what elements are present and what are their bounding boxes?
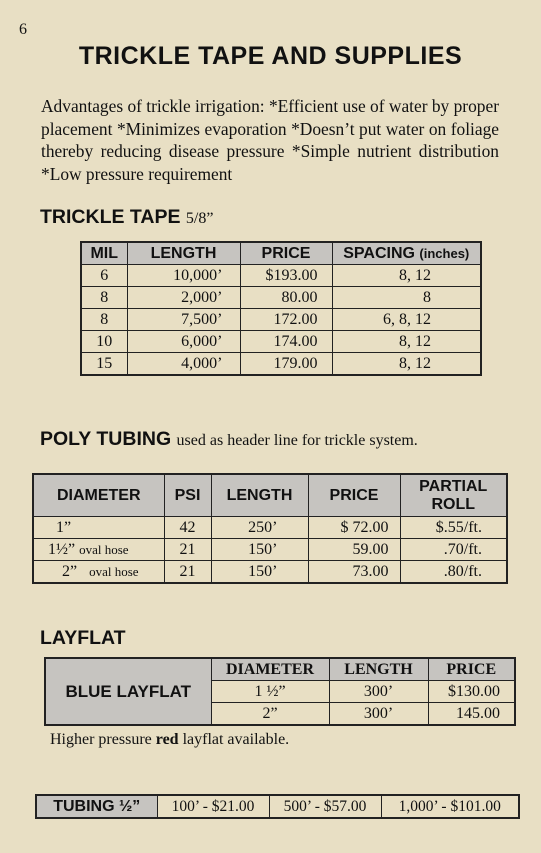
col-partial-roll xyxy=(400,474,507,517)
col-spacing-label: SPACING xyxy=(343,244,415,262)
layflat-note-end: layflat available. xyxy=(178,731,290,748)
poly-tubing-table xyxy=(32,473,508,584)
table-row xyxy=(33,539,507,561)
tubing-option: 1,000’ - $101.00 xyxy=(381,795,519,818)
col-diameter: DIAMETER xyxy=(33,474,164,517)
cell-mil: 8 xyxy=(81,309,127,331)
cell-length: 10,000’ xyxy=(127,265,240,287)
trickle-tape-heading-text: TRICKLE TAPE xyxy=(40,206,181,228)
cell-length: 150’ xyxy=(211,561,308,584)
cell-diameter xyxy=(33,539,164,561)
cell-mil: 6 xyxy=(81,265,127,287)
table-row xyxy=(36,795,519,818)
cell-length: 7,500’ xyxy=(127,309,240,331)
cell-price: 59.00 xyxy=(308,539,400,561)
table-row xyxy=(81,353,481,376)
page-number: 6 xyxy=(19,21,27,38)
table-header-row xyxy=(33,474,507,517)
cell-spacing: 8, 12 xyxy=(332,265,481,287)
intro-paragraph: Advantages of trickle irrigation: *Efficient use of water by proper placement *Minimizes evaporation *Doesn’t put water on foliage thereby reducing disease pressure *Simple nutrient distribution *Low pressure requirement xyxy=(41,96,499,184)
diameter-value: 2” xyxy=(62,562,78,580)
cell-length: 300’ xyxy=(329,703,428,726)
table-row xyxy=(81,331,481,353)
diameter-note: oval hose xyxy=(89,563,139,579)
col-length: LENGTH xyxy=(329,658,428,681)
cell-spacing: 6, 8, 12 xyxy=(332,309,481,331)
blue-layflat-label: BLUE LAYFLAT xyxy=(45,658,211,725)
col-psi: PSI xyxy=(164,474,211,517)
cell-diameter xyxy=(33,561,164,584)
col-partial-line1: PARTIAL xyxy=(419,477,488,495)
diameter-value: 1½” xyxy=(48,540,76,558)
cell-mil: 10 xyxy=(81,331,127,353)
cell-spacing: 8, 12 xyxy=(332,331,481,353)
tubing-label: TUBING ½” xyxy=(36,795,157,818)
cell-spacing: 8, 12 xyxy=(332,353,481,376)
col-price: PRICE xyxy=(240,242,332,265)
tubing-table xyxy=(35,794,520,819)
trickle-tape-heading xyxy=(40,206,213,229)
col-partial-line2: ROLL xyxy=(431,495,476,513)
table-row xyxy=(81,287,481,309)
cell-price: 73.00 xyxy=(308,561,400,584)
layflat-note-red: red xyxy=(155,731,179,748)
cell-length: 250’ xyxy=(211,517,308,539)
col-price: PRICE xyxy=(308,474,400,517)
diameter-value: 1” xyxy=(56,518,72,536)
poly-tubing-note: used as header line for trickle system. xyxy=(176,432,418,449)
cell-psi: 21 xyxy=(164,539,211,561)
layflat-heading: LAYFLAT xyxy=(40,627,126,649)
layflat-note-start: Higher pressure xyxy=(50,731,156,748)
cell-partial: .70/ft. xyxy=(400,539,507,561)
diameter-note: oval hose xyxy=(79,541,129,557)
cell-partial: $.55/ft. xyxy=(400,517,507,539)
col-length: LENGTH xyxy=(211,474,308,517)
col-spacing xyxy=(332,242,481,265)
table-row xyxy=(81,309,481,331)
trickle-tape-size: 5/8” xyxy=(185,210,214,227)
cell-length: 6,000’ xyxy=(127,331,240,353)
cell-length: 150’ xyxy=(211,539,308,561)
table-header-row xyxy=(81,242,481,265)
poly-tubing-heading xyxy=(40,428,418,451)
table-row xyxy=(33,517,507,539)
cell-price: 145.00 xyxy=(428,703,515,726)
cell-length: 4,000’ xyxy=(127,353,240,376)
col-price: PRICE xyxy=(428,658,515,681)
cell-price: $193.00 xyxy=(240,265,332,287)
col-mil: MIL xyxy=(81,242,127,265)
cell-price: $ 72.00 xyxy=(308,517,400,539)
cell-psi: 42 xyxy=(164,517,211,539)
col-length: LENGTH xyxy=(127,242,240,265)
cell-price: 80.00 xyxy=(240,287,332,309)
tubing-option: 100’ - $21.00 xyxy=(157,795,269,818)
cell-length: 2,000’ xyxy=(127,287,240,309)
cell-price: $130.00 xyxy=(428,681,515,703)
layflat-note xyxy=(50,731,289,749)
table-row xyxy=(33,561,507,584)
cell-length: 300’ xyxy=(329,681,428,703)
cell-mil: 8 xyxy=(81,287,127,309)
cell-diameter: 1 ½” xyxy=(211,681,329,703)
tubing-option: 500’ - $57.00 xyxy=(269,795,381,818)
cell-psi: 21 xyxy=(164,561,211,584)
cell-price: 172.00 xyxy=(240,309,332,331)
page-title: TRICKLE TAPE AND SUPPLIES xyxy=(78,42,463,70)
table-row xyxy=(81,265,481,287)
layflat-table xyxy=(44,657,516,726)
cell-price: 174.00 xyxy=(240,331,332,353)
poly-tubing-heading-text: POLY TUBING xyxy=(40,428,172,450)
cell-diameter: 2” xyxy=(211,703,329,726)
cell-partial: .80/ft. xyxy=(400,561,507,584)
col-diameter: DIAMETER xyxy=(211,658,329,681)
trickle-tape-table xyxy=(80,241,482,376)
cell-price: 179.00 xyxy=(240,353,332,376)
col-spacing-unit: (inches) xyxy=(419,245,470,261)
cell-diameter xyxy=(33,517,164,539)
cell-spacing: 8 xyxy=(332,287,481,309)
cell-mil: 15 xyxy=(81,353,127,376)
table-header-row xyxy=(45,658,515,681)
